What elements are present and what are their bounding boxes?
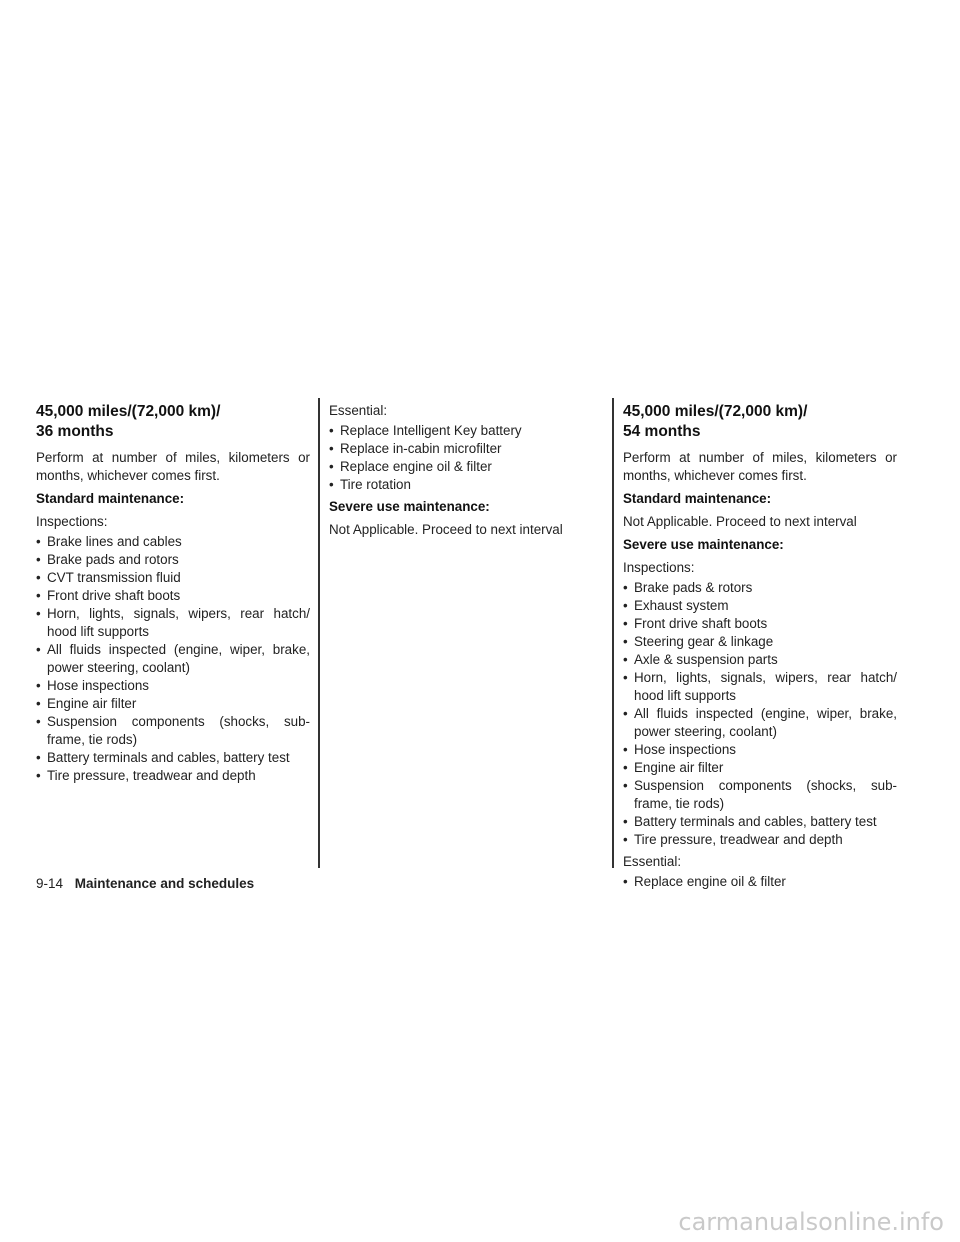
column-54-months	[623, 402, 897, 895]
essential-list	[329, 422, 603, 494]
column-divider-right	[612, 398, 614, 868]
list-item: • Suspension components (shocks, sub-frame, tie rods)	[623, 777, 897, 813]
intro-text: Perform at number of miles, kilometers or months, whichever comes first.	[36, 450, 310, 483]
list-item: • Horn, lights, signals, wipers, rear hatch/ hood lift supports	[623, 669, 897, 705]
list-item: • Front drive shaft boots	[36, 587, 310, 605]
heading-line-2: 54 months	[623, 423, 701, 440]
list-item: • Replace Intelligent Key battery	[329, 422, 603, 440]
list-item: • Horn, lights, signals, wipers, rear hatch/ hood lift supports	[36, 605, 310, 641]
section-title: Maintenance and schedules	[74, 876, 255, 891]
list-item: • Tire pressure, treadwear and depth	[36, 767, 310, 785]
list-item: • Tire pressure, treadwear and depth	[623, 831, 897, 849]
severe-maintenance-text: Not Applicable. Proceed to next interval	[329, 522, 563, 537]
severe-maintenance-title: Severe use maintenance:	[329, 499, 490, 514]
list-item: • Suspension components (shocks, sub-frame, tie rods)	[36, 713, 310, 749]
watermark: carmanualsonline.info	[678, 1208, 944, 1236]
inspections-list	[36, 533, 310, 785]
inspections-label: Inspections:	[36, 514, 108, 529]
essential-label: Essential:	[623, 854, 682, 869]
inspections-label: Inspections:	[623, 560, 695, 575]
list-item: • Engine air filter	[623, 759, 897, 777]
list-item: • All fluids inspected (engine, wiper, brake, power steering, coolant)	[36, 641, 310, 677]
severe-maintenance-title: Severe use maintenance:	[623, 537, 784, 552]
heading-line-2: 36 months	[36, 423, 114, 440]
section-heading-36-months	[36, 402, 310, 442]
list-item: • Hose inspections	[36, 677, 310, 695]
list-item: • Axle & suspension parts	[623, 651, 897, 669]
list-item: • Engine air filter	[36, 695, 310, 713]
column-36-months	[36, 402, 310, 789]
intro-text: Perform at number of miles, kilometers or months, whichever comes first.	[623, 450, 897, 483]
standard-maintenance-title: Standard maintenance:	[623, 491, 772, 506]
list-item: • Replace engine oil & filter	[329, 458, 603, 476]
list-item: • Exhaust system	[623, 597, 897, 615]
section-heading-54-months	[623, 402, 897, 442]
list-item: • Brake pads and rotors	[36, 551, 310, 569]
page-footer	[36, 876, 254, 891]
list-item: • All fluids inspected (engine, wiper, brake, power steering, coolant)	[623, 705, 897, 741]
standard-maintenance-text: Not Applicable. Proceed to next interval	[623, 514, 857, 529]
essential-label: Essential:	[329, 403, 388, 418]
list-item: • Replace engine oil & filter	[623, 873, 897, 891]
list-item: • Steering gear & linkage	[623, 633, 897, 651]
heading-line-1: 45,000 miles/(72,000 km)/	[36, 403, 221, 420]
list-item: • Battery terminals and cables, battery test	[36, 749, 310, 767]
column-36-months-continued	[329, 402, 603, 544]
list-item: • Hose inspections	[623, 741, 897, 759]
list-item: • Replace in-cabin microfilter	[329, 440, 603, 458]
heading-line-1: 45,000 miles/(72,000 km)/	[623, 403, 808, 420]
list-item: • Battery terminals and cables, battery test	[623, 813, 897, 831]
page-number: 9-14	[36, 876, 64, 891]
list-item: • Brake lines and cables	[36, 533, 310, 551]
list-item: • Front drive shaft boots	[623, 615, 897, 633]
column-divider-left	[318, 398, 320, 868]
standard-maintenance-title: Standard maintenance:	[36, 491, 185, 506]
list-item: • CVT transmission fluid	[36, 569, 310, 587]
essential-list	[623, 873, 897, 891]
list-item: • Tire rotation	[329, 476, 603, 494]
inspections-list	[623, 579, 897, 849]
list-item: • Brake pads & rotors	[623, 579, 897, 597]
